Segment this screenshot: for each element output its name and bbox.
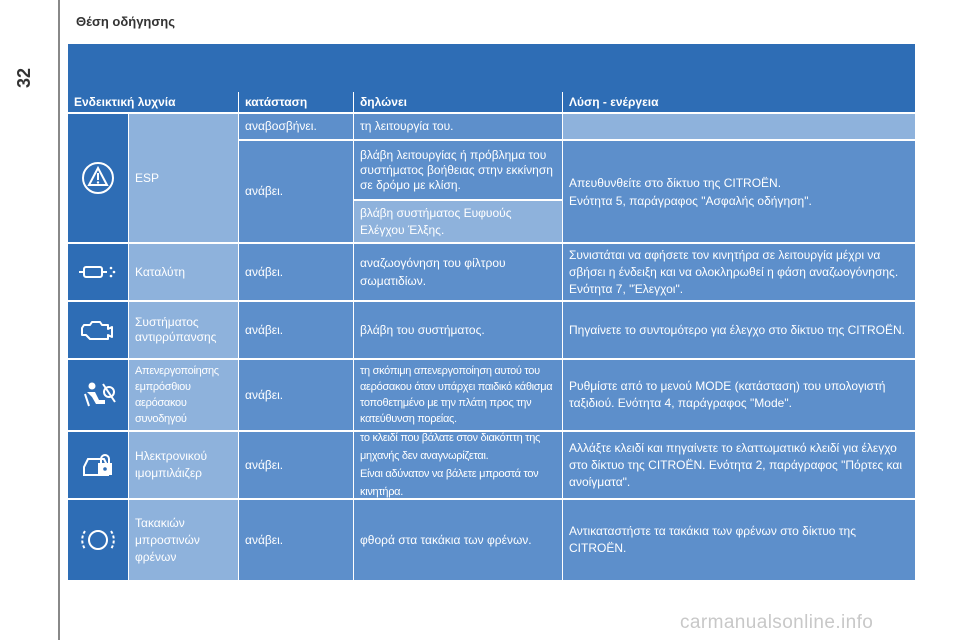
antipollution-state: ανάβει. — [239, 302, 353, 358]
catalyst-name: Καταλύτη — [129, 244, 238, 300]
esp-solution-2: Απευθυνθείτε στο δίκτυο της CITROËN. Ενότητα 5, παράγραφος "Ασφαλής οδήγηση". — [563, 141, 915, 242]
airbag-name: Απενεργοποίησης εμπρόσθιου αερόσακου συνοδηγού — [129, 360, 238, 430]
header-indicator: Ενδεικτική λυχνία — [68, 92, 238, 112]
header-solution: Λύση - ενέργεια — [563, 92, 915, 112]
airbag-means: τη σκόπιμη απενεργοποίηση αυτού του αερόσακου όταν υπάρχει παιδικό κάθισμα τοποθετημένο με την πλάτη προς την κατεύθυνση πορείας. — [354, 360, 562, 430]
electronic-immobiliser-icon — [68, 432, 128, 498]
catalyst-means: αναζωογόνηση του φίλτρου σωματιδίων. — [354, 244, 562, 300]
page-number: 32 — [14, 67, 34, 88]
header-state: κατάσταση — [239, 92, 353, 112]
watermark: carmanualsonline.info — [680, 612, 874, 633]
engine-check-icon — [68, 302, 128, 358]
antipollution-name: Συστήματος αντιρρύπανσης — [129, 302, 238, 358]
brake-pads-icon — [68, 500, 128, 580]
immobiliser-state: ανάβει. — [239, 432, 353, 498]
immobiliser-means: το κλειδί που βάλατε στον διακόπτη της μηχανής δεν αναγνωρίζεται. Είναι αδύνατον να βάλετε μπροστά τον κινητήρα. — [354, 432, 562, 498]
immobiliser-solution: Αλλάξτε κλειδί και πηγαίνετε το ελαττωματικό κλειδί για έλεγχο στο δίκτυο της CITROËN. Ενότητα 2, παράγραφος "Πόρτες και ανοίγματα". — [563, 432, 915, 498]
brakepads-solution: Αντικαταστήστε τα τακάκια των φρένων στο δίκτυο της CITROËN. — [563, 500, 915, 580]
airbag-state: ανάβει. — [239, 360, 353, 430]
passenger-airbag-off-icon — [68, 360, 128, 430]
header-means: δηλώνει — [354, 92, 562, 112]
immobiliser-name: Ηλεκτρονικού ιμομπιλάιζερ — [129, 432, 238, 498]
esp-means-1: τη λειτουργία του. — [354, 114, 562, 139]
esp-means-2a: βλάβη λειτουργίας ή πρόβλημα του συστήματος βοήθειας στην εκκίνηση σε δρόμο με κλίση. — [354, 141, 562, 199]
antipollution-means: βλάβη του συστήματος. — [354, 302, 562, 358]
esp-solution-1 — [563, 114, 915, 139]
particle-filter-icon — [68, 244, 128, 300]
antipollution-solution: Πηγαίνετε το συντομότερο για έλεγχο στο δίκτυο της CITROËN. — [563, 302, 915, 358]
catalyst-state: ανάβει. — [239, 244, 353, 300]
table-top-band — [68, 44, 915, 92]
esp-means-2b: βλάβη συστήματος Ευφυούς Ελέγχου Έλξης. — [354, 201, 562, 242]
brakepads-means: φθορά στα τακάκια των φρένων. — [354, 500, 562, 580]
section-title: Θέση οδήγησης — [76, 14, 175, 29]
esp-state-1: αναβοσβήνει. — [239, 114, 353, 139]
catalyst-solution: Συνιστάται να αφήσετε τον κινητήρα σε λειτουργία μέχρι να σβήσει η ένδειξη και να ολοκληρωθεί η φάση αναζωογόνησης. Ενότητα 7, "Έλεγχοι". — [563, 244, 915, 300]
side-rule — [58, 0, 60, 640]
airbag-solution: Ρυθμίστε από το μενού MODE (κατάσταση) του υπολογιστή ταξιδιού. Ενότητα 4, παράγραφος "Mode". — [563, 360, 915, 430]
esp-state-2: ανάβει. — [239, 141, 353, 242]
esp-name: ESP — [129, 114, 238, 242]
esp-warning-triangle-icon — [68, 114, 128, 242]
brakepads-state: ανάβει. — [239, 500, 353, 580]
warning-lights-table — [68, 44, 915, 582]
brakepads-name: Τακακιών μπροστινών φρένων — [129, 500, 238, 580]
